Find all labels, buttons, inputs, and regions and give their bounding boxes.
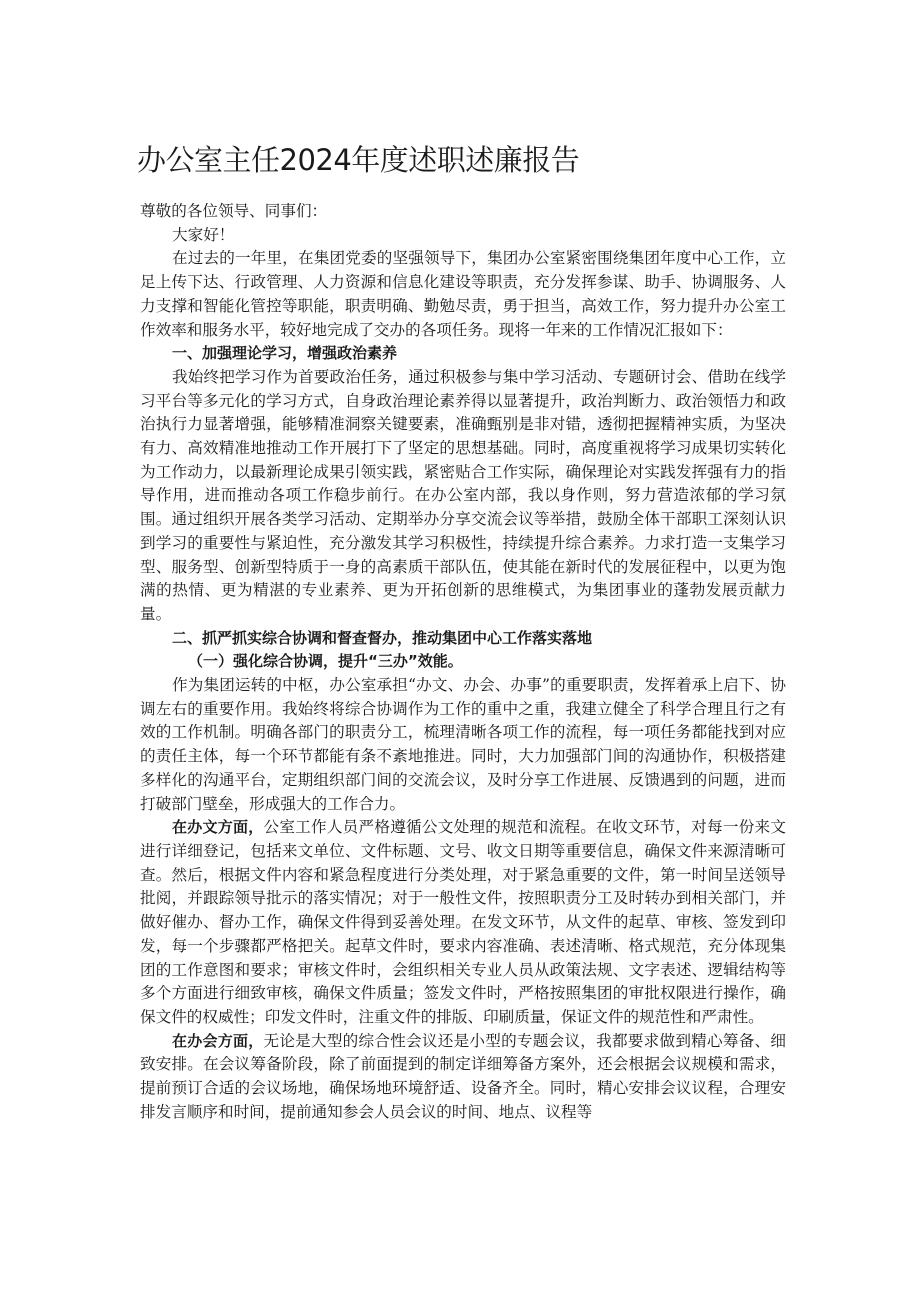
greeting: 大家好！ [172, 225, 235, 244]
intro-paragraph: 在过去的一年里，在集团党委的坚强领导下，集团办公室紧密围绕集团年度中心工作，立足上传下达、行政管理、人力资源和信息化建设等职责，充分发挥参谋、助手、协调服务、人力支撑和智能化管控等职能，职责明确、勤勉尽责，勇于担当，高效工作，努力提升办公室工作效率和服务水平，较好地完成了交办的各项任务。现将一年来的工作情况汇报如下： [140, 249, 786, 339]
section-2-subheading-1: （一）强化综合协调，提升“三办”效能。 [188, 652, 463, 671]
salutation: 尊敬的各位领导、同事们： [140, 202, 328, 220]
document-title: 办公室主任2024年度述职述廉报告 [137, 143, 580, 177]
section-2-heading: 二、抓严抓实综合协调和督查督办，推动集团中心工作落实落地 [172, 628, 593, 647]
document-handling-text: 公室工作人员严格遵循公文处理的规范和流程。在收文环节，对每一份来文进行详细登记，包括来文单位、文件标题、文号、收文日期等重要信息，确保文件来源清晰可查。然后，根据文件内容和紧急程度进行分类处理，对于紧急重要的文件，第一时间呈送领导批阅，并跟踪领导批示的落实情况；对于一般性文件，按照职责分工及时转办到相关部门，并做好催办、督办工作，确保文件得到妥善处理。在发文环节，从文件的起草、审核、签发到印发，每一个步骤都严格把关。起草文件时，要求内容准确、表述清晰、格式规范，充分体现集团的工作意图和要求；审核文件时，会组织相关专业人员从政策法规、文字表述、逻辑结构等多个方面进行细致审核，确保文件质量；签发文件时，严格按照集团的审批权限进行操作，确保文件的权威性；印发文件时，注重文件的排版、印刷质量，保证文件的规范性和严肃性。 [140, 818, 786, 1026]
section-1-heading: 一、加强理论学习，增强政治素养 [172, 344, 398, 363]
meeting-handling-lead: 在办会方面， [172, 1031, 264, 1050]
meeting-handling-paragraph [140, 1030, 786, 1125]
document-handling-lead: 在办文方面， [172, 818, 264, 837]
section-2-sub-1-paragraph: 作为集团运转的中枢，办公室承担“办文、办会、办事”的重要职责，发挥着承上启下、协调左右的重要作用。我始终将综合协调作为工作的重中之重，我建立健全了科学合理且行之有效的工作机制。明确各部门的职责分工，梳理清晰各项工作的流程，每一项任务都能找到对应的责任主体，每一个环节都能有条不紊地推进。同时，大力加强部门间的沟通协作，积极搭建多样化的沟通平台，定期组织部门间的交流会议，及时分享工作进展、反馈遇到的问题，进而打破部门壁垒，形成强大的工作合力。 [140, 676, 786, 813]
meeting-handling-text: 无论是大型的综合性会议还是小型的专题会议，我都要求做到精心筹备、细致安排。在会议筹备阶段，除了前面提到的制定详细筹备方案外，还会根据会议规模和需求，提前预订合适的会议场地，确保场地环境舒适、设备齐全。同时，精心安排会议议程，合理安排发言顺序和时间，提前通知参会人员会议的时间、地点、议程等 [140, 1031, 786, 1121]
document-handling-paragraph [140, 816, 786, 1029]
document-body [140, 200, 786, 1124]
section-1-paragraph: 我始终把学习作为首要政治任务，通过积极参与集中学习活动、专题研讨会、借助在线学习平台等多元化的学习方式，自身政治理论素养得以显著提升，政治判断力、政治领悟力和政治执行力显著增强，能够精准洞察关键要素，准确甄别是非对错，透彻把握精神实质，为坚决有力、高效精准地推动工作开展打下了坚定的思想基础。同时，高度重视将学习成果切实转化为工作动力，以最新理论成果引领实践，紧密贴合工作实际，确保理论对实践发挥强有力的指导作用，进而推动各项工作稳步前行。在办公室内部，我以身作则，努力营造浓郁的学习氛围。通过组织开展各类学习活动、定期举办分享交流会议等举措，鼓励全体干部职工深刻认识到学习的重要性与紧迫性，充分激发其学习积极性，持续提升综合素养。力求打造一支集学习型、服务型、创新型特质于一身的高素质干部队伍，使其能在新时代的发展征程中，以更为饱满的热情、更为精湛的专业素养、更为开拓创新的思维模式，为集团事业的蓬勃发展贡献力量。 [140, 367, 786, 623]
